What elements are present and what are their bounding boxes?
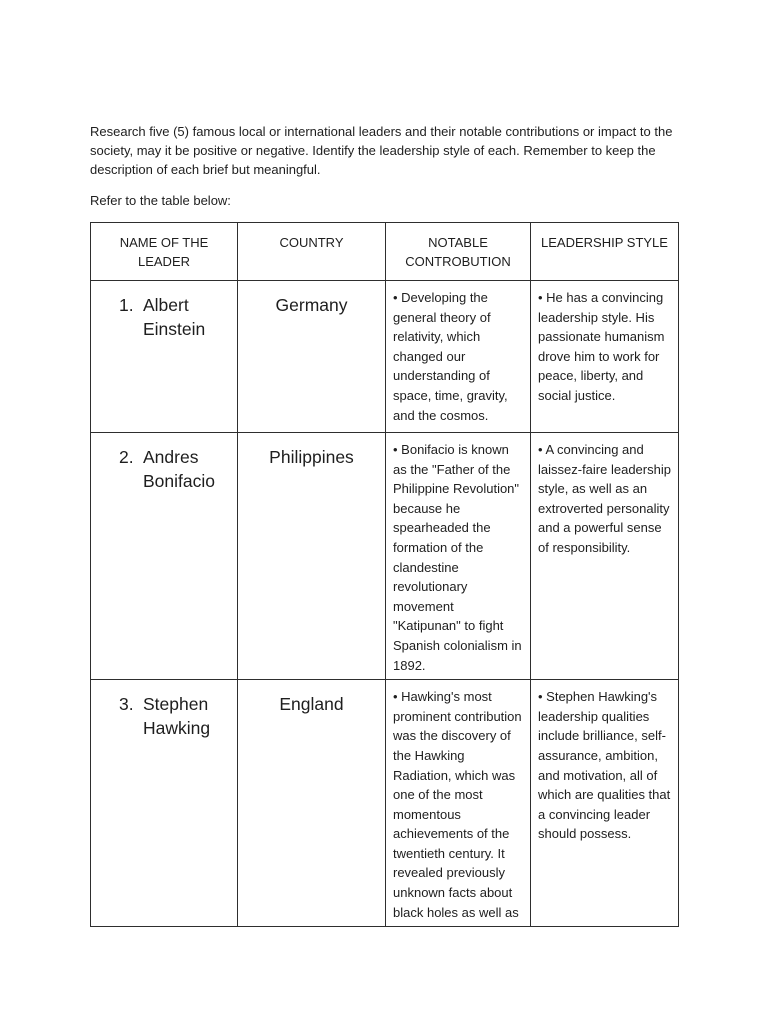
leader-name: Andres Bonifacio	[143, 447, 215, 491]
header-country	[238, 223, 386, 281]
leadership-cell	[531, 281, 679, 433]
refer-line: Refer to the table below:	[90, 193, 231, 208]
country-cell	[238, 433, 386, 680]
country-cell	[238, 680, 386, 927]
country-value: England	[279, 694, 344, 715]
header-leadership-style-label: LEADERSHIP STYLE	[541, 235, 668, 250]
header-notable-contribution	[386, 223, 531, 281]
header-leadership-style	[531, 223, 679, 281]
header-name-of-the-leader	[91, 223, 238, 281]
leadership-text: • Stephen Hawking's leadership qualities include brilliance, self-assurance, ambition, and motivation, all of which are qualities that a convincing leader should possess.	[538, 689, 671, 842]
leadership-cell	[531, 433, 679, 680]
leaders-table	[90, 222, 679, 927]
leader-number: 1.	[119, 295, 134, 315]
table-row	[91, 433, 679, 680]
leadership-cell	[531, 680, 679, 927]
header-notable-contribution-label: NOTABLE CONTROBUTION	[405, 235, 511, 269]
contribution-text: • Developing the general theory of relativity, which changed our understanding of space, time, gravity, and the cosmos.	[393, 290, 508, 423]
leader-name-cell	[91, 281, 238, 433]
leader-name: Albert Einstein	[143, 295, 206, 339]
leader-name-cell	[91, 680, 238, 927]
country-value: Germany	[275, 295, 348, 315]
leader-number: 2.	[119, 447, 134, 467]
table-header-row	[91, 223, 679, 281]
contribution-cell	[386, 433, 531, 680]
leadership-text: • He has a convincing leadership style. His passionate humanism drove him to work for peace, liberty, and social justice.	[538, 290, 665, 403]
contribution-text: • Hawking's most prominent contribution was the discovery of the Hawking Radiation, which was one of the most momentous achievements of the twentieth century. It revealed previously unknown facts about black holes as well as	[393, 689, 522, 920]
leadership-text: • A convincing and laissez-faire leadership style, as well as an extroverted personality and a powerful sense of responsibility.	[538, 442, 671, 555]
contribution-cell	[386, 680, 531, 927]
table-row	[91, 281, 679, 433]
table-row	[91, 680, 679, 927]
country-value: Philippines	[269, 447, 354, 467]
leader-name-cell	[91, 433, 238, 680]
header-country-label: COUNTRY	[279, 235, 344, 250]
leader-name: Stephen Hawking	[143, 694, 211, 739]
contribution-text: • Bonifacio is known as the "Father of the Philippine Revolution" because he spearheaded the formation of the clandestine revolutionary movement "Katipunan" to fight Spanish colonialism in 1892.	[393, 442, 522, 673]
intro-paragraph: Research five (5) famous local or international leaders and their notable contributions or impact to the society, may it be positive or negative. Identify the leadership style of each. Remember to keep the description of each brief but meaningful.	[90, 124, 673, 177]
contribution-cell	[386, 281, 531, 433]
header-name-of-the-leader-label: NAME OF THE LEADER	[119, 235, 209, 269]
country-cell	[238, 281, 386, 433]
leader-number: 3.	[119, 694, 134, 715]
